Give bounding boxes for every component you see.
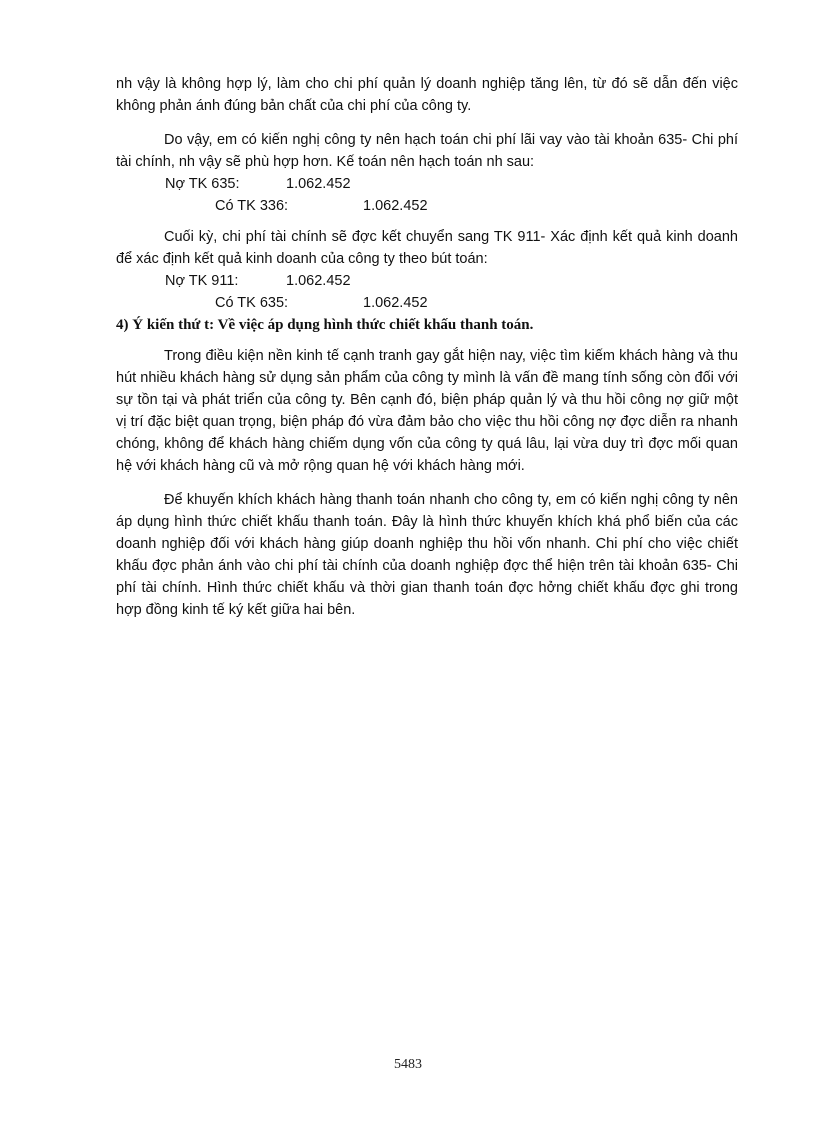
entry-amount: 1.062.452 xyxy=(363,295,428,311)
section-heading: 4) Ý kiến thứ t: Về việc áp dụng hình thức chiết khấu thanh toán. xyxy=(116,317,534,333)
paragraph-recommendation: Do vậy, em có kiến nghị công ty nên hạch toán chi phí lãi vay vào tài khoản 635- Chi phí tài chính, nh vậy sẽ phù hợp hơn. Kế toán nên hạch toán nh sau: xyxy=(116,132,738,170)
entry-account: Có TK 336: xyxy=(215,198,289,214)
paragraph-management-cost: nh vậy là không hợp lý, làm cho chi phí quản lý doanh nghiệp tăng lên, từ đó sẽ dẫn đến việc không phản ánh đúng bản chất của chi phí của công ty. xyxy=(116,76,738,114)
paragraph-payment-discount: Để khuyến khích khách hàng thanh toán nhanh cho công ty, em có kiến nghị công ty nên áp dụng hình thức chiết khấu thanh toán. Đây là hình thức khuyến khích khá phổ biến của các doanh nghiệp đối với khách hàng giúp doanh nghiệp thu hồi vốn nhanh. Chi phí cho việc chiết khấu đợc phản ánh vào chi phí tài chính của doanh nghiệp đợc thể hiện trên tài khoản 635- Chi phí tài chính. Hình thức chiết khấu và thời gian thanh toán đợc hởng chiết khấu đợc ghi trong hợp đồng kinh tế ký kết giữa hai bên. xyxy=(116,492,738,618)
entry-amount: 1.062.452 xyxy=(363,198,428,214)
entry-account: Có TK 635: xyxy=(215,295,289,311)
page-number: 5483 xyxy=(394,1057,422,1072)
journal-entry-debit-911 xyxy=(116,270,738,292)
entry-account: Nợ TK 911: xyxy=(165,273,239,289)
paragraph-period-end-transfer: Cuối kỳ, chi phí tài chính sẽ đợc kết chuyển sang TK 911- Xác định kết quả kinh doanh để xác định kết quả kinh doanh của công ty theo bút toán: xyxy=(116,229,738,267)
entry-amount: 1.062.452 xyxy=(286,176,351,192)
journal-entry-credit-336 xyxy=(116,195,738,217)
entry-account: Nợ TK 635: xyxy=(165,176,240,192)
page-content xyxy=(116,73,738,621)
entry-amount: 1.062.452 xyxy=(286,273,351,289)
paragraph-competition: Trong điều kiện nền kinh tế cạnh tranh gay gắt hiện nay, việc tìm kiếm khách hàng và thu hút nhiều khách hàng sử dụng sản phẩm của công ty mình là vấn đề mang tính sống còn đối với sự tồn tại và phát triển của công ty. Bên cạnh đó, biện pháp quản lý và thu hồi công nợ giữ một vị trí đặc biệt quan trọng, biện pháp đó vừa đảm bảo cho việc thu hồi công nợ đợc diễn ra nhanh chóng, không để khách hàng chiếm dụng vốn của công ty quá lâu, lại vừa duy trì đợc mối quan hệ với khách hàng cũ và mở rộng quan hệ với khách hàng mới. xyxy=(116,348,738,474)
journal-entry-credit-635 xyxy=(116,292,738,314)
journal-entry-debit-635 xyxy=(116,173,738,195)
